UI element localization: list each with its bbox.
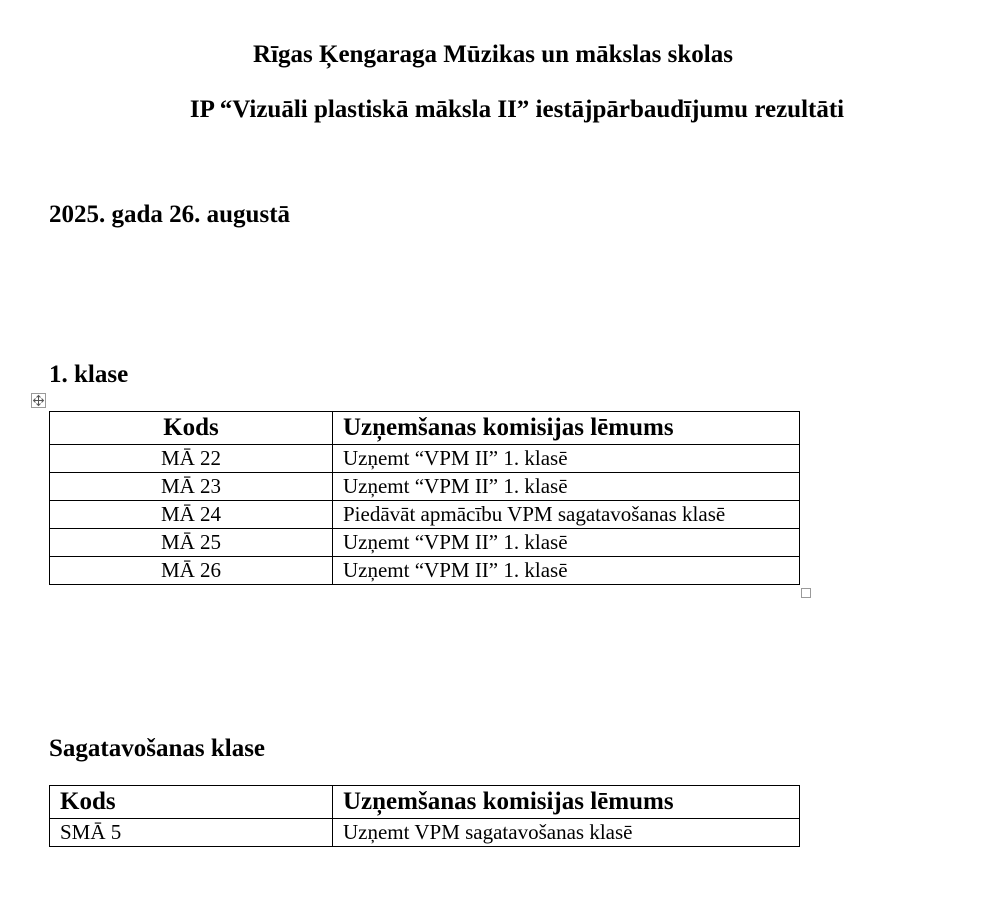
- preparatory-class-results-table: [49, 785, 800, 847]
- program-title: IP “Vizuāli plastiskā māksla II” iestājpārbaudījumu rezultāti: [189, 96, 845, 123]
- table-move-handle-icon[interactable]: [31, 393, 46, 408]
- section-title-preparatory-class: Sagatavošanas klase: [49, 735, 266, 762]
- decision-cell: Uzņemt “VPM II” 1. klasē: [333, 473, 800, 501]
- table-row: [50, 819, 800, 847]
- column-header-decision: Uzņemšanas komisijas lēmums: [333, 786, 800, 819]
- decision-cell: Piedāvāt apmācību VPM sagatavošanas klasē: [333, 501, 800, 529]
- decision-cell: Uzņemt VPM sagatavošanas klasē: [333, 819, 800, 847]
- code-cell: SMĀ 5: [50, 819, 333, 847]
- code-cell: MĀ 25: [50, 529, 333, 557]
- decision-cell: Uzņemt “VPM II” 1. klasē: [333, 529, 800, 557]
- code-cell: MĀ 24: [50, 501, 333, 529]
- document-date: 2025. gada 26. augustā: [49, 201, 291, 228]
- table-row: [50, 529, 800, 557]
- column-header-code: Kods: [50, 412, 333, 445]
- code-cell: MĀ 26: [50, 557, 333, 585]
- table-row: [50, 445, 800, 473]
- section-title-first-class: 1. klase: [49, 361, 129, 388]
- table-row: [50, 473, 800, 501]
- column-header-decision: Uzņemšanas komisijas lēmums: [333, 412, 800, 445]
- table-header-row: [50, 786, 800, 819]
- column-header-code: Kods: [50, 786, 333, 819]
- table-row: [50, 557, 800, 585]
- school-title: Rīgas Ķengaraga Mūzikas un mākslas skolas: [253, 41, 733, 68]
- table-resize-handle-icon[interactable]: [801, 588, 811, 598]
- code-cell: MĀ 23: [50, 473, 333, 501]
- table-header-row: [50, 412, 800, 445]
- decision-cell: Uzņemt “VPM II” 1. klasē: [333, 445, 800, 473]
- code-cell: MĀ 22: [50, 445, 333, 473]
- table-row: [50, 501, 800, 529]
- first-class-results-table: [49, 411, 800, 585]
- decision-cell: Uzņemt “VPM II” 1. klasē: [333, 557, 800, 585]
